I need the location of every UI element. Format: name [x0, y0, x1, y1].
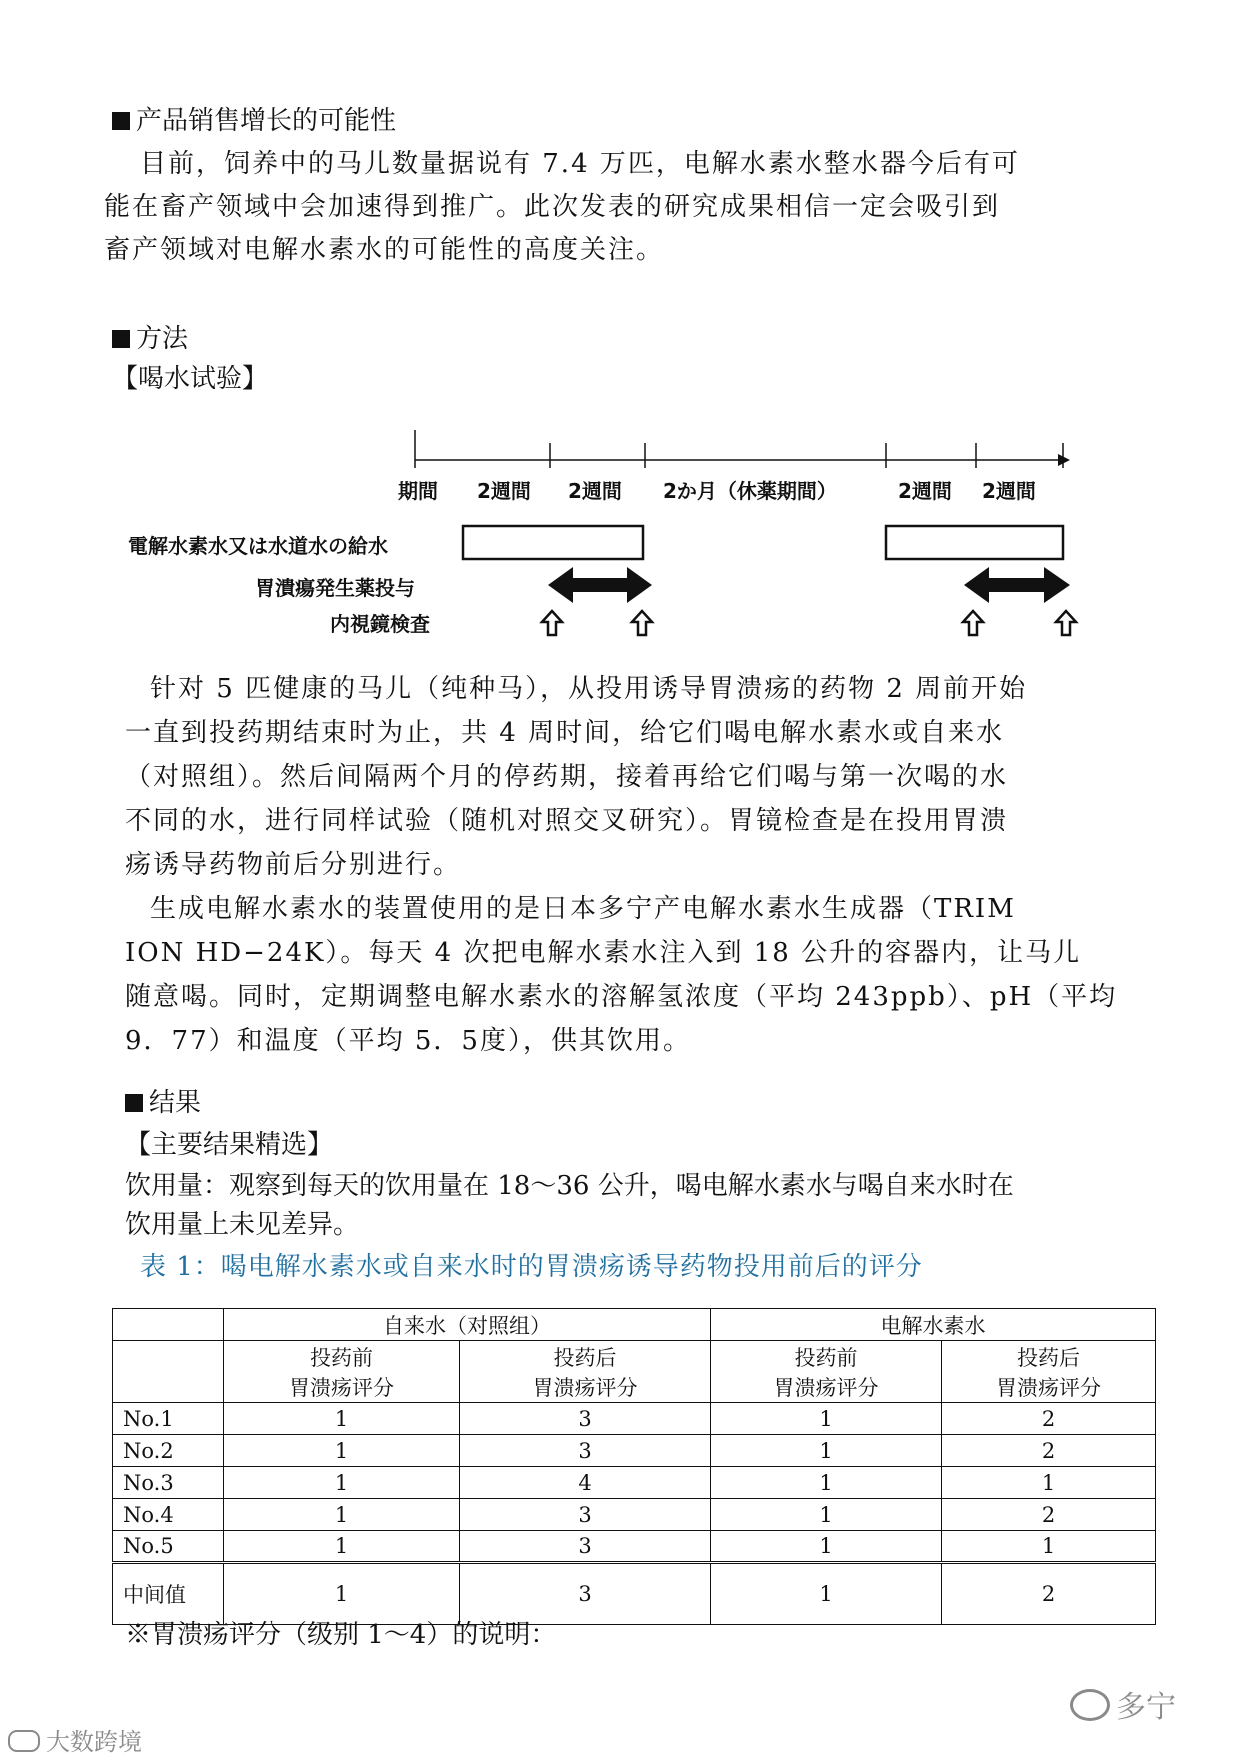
- table-cell: 3: [460, 1563, 711, 1625]
- subheader-after: [460, 1341, 711, 1403]
- paragraph-line: 随意喝。同时，定期调整电解水素水的溶解氢浓度（平均 243ppb）、pH（平均: [125, 982, 1118, 1012]
- paragraph-line: 目前，饲养中的马儿数量据说有 7.4 万匹，电解水素水整水器今后有可: [140, 149, 1020, 179]
- table-cell: 1: [224, 1499, 460, 1531]
- square-bullet-icon: [125, 1094, 143, 1112]
- table-cell: 2: [942, 1403, 1156, 1435]
- water-supply-label: 電解水素水又は水道水の給水: [128, 534, 388, 558]
- paragraph-line: 不同的水，进行同样试验（随机对照交叉研究）。胃镜检查是在投用胃溃: [125, 806, 1009, 836]
- table-cell: 1: [711, 1531, 942, 1563]
- table-cell: 1: [711, 1563, 942, 1625]
- row-label: No.1: [113, 1403, 224, 1435]
- paragraph-line: 疡诱导药物前后分别进行。: [125, 850, 462, 880]
- table-caption: 表 1：喝电解水素水或自来水时的胃溃疡诱导药物投用前后的评分: [140, 1252, 923, 1282]
- paragraph-line: 畜产领域对电解水素水的可能性的高度关注。: [104, 235, 665, 265]
- table-cell: 1: [224, 1563, 460, 1625]
- table-cell: 2: [942, 1435, 1156, 1467]
- subheading-main-results: 【主要结果精选】: [125, 1130, 334, 1160]
- water-supply-bar-1: [463, 526, 643, 559]
- table-cell: 3: [460, 1531, 711, 1563]
- subheader-line: 胃溃疡评分: [289, 1375, 394, 1400]
- endoscopy-arrow-icon: [963, 611, 983, 635]
- section-heading-sales: 产品销售增长的可能性: [112, 100, 396, 137]
- watermark-left: 大数跨境: [8, 1722, 142, 1757]
- table-cell: 3: [460, 1435, 711, 1467]
- table-row: [113, 1403, 1156, 1435]
- subheading-drinking-test: 【喝水试验】: [112, 364, 269, 394]
- table-cell: 1: [942, 1467, 1156, 1499]
- table-cell: 2: [942, 1499, 1156, 1531]
- table-cell: 1: [711, 1403, 942, 1435]
- endoscopy-arrow-icon: [632, 611, 652, 635]
- row-label: No.2: [113, 1435, 224, 1467]
- brand-logo-icon: [8, 1730, 40, 1752]
- table-cell: 1: [224, 1531, 460, 1563]
- paragraph-line: 生成电解水素水的装置使用的是日本多宁产电解水素水生成器（TRIM: [150, 894, 1016, 924]
- subheader-line: 胃溃疡评分: [532, 1375, 638, 1400]
- paragraph-line: ION HD−24K）。每天 4 次把电解水素水注入到 18 公升的容器内，让马儿: [125, 938, 1082, 968]
- period-cell: 2週間: [568, 479, 622, 503]
- period-label: 期間: [398, 479, 438, 503]
- table-cell: 1: [711, 1467, 942, 1499]
- subheader-after: [942, 1341, 1156, 1403]
- subheader-line: 胃溃疡评分: [773, 1375, 879, 1400]
- subheader-line: 投药后: [553, 1345, 617, 1370]
- table-cell: 1: [224, 1467, 460, 1499]
- paragraph-line: 饮用量：观察到每天的饮用量在 18～36 公升，喝电解水素水与喝自来水时在: [125, 1171, 1014, 1201]
- paragraph-line: 一直到投药期结束时为止，共 4 周时间，给它们喝电解水素水或自来水: [125, 718, 1005, 748]
- paragraph-line: 针对 5 匹健康的马儿（纯种马），从投用诱导胃溃疡的药物 2 周前开始: [150, 674, 1028, 704]
- table-cell: 1: [224, 1403, 460, 1435]
- row-label: 中间值: [113, 1563, 224, 1625]
- paragraph-line: 能在畜产领域中会加速得到推广。此次发表的研究成果相信一定会吸引到: [104, 192, 1001, 222]
- subheader-line: 胃溃疡评分: [996, 1375, 1101, 1400]
- paragraph-line: （对照组）。然后间隔两个月的停药期，接着再给它们喝与第一次喝的水: [125, 762, 1009, 792]
- table-cell: 4: [460, 1467, 711, 1499]
- section-heading-results: 结果: [125, 1082, 201, 1119]
- subheader-line: 投药前: [310, 1345, 373, 1370]
- subheader-line: 投药后: [1017, 1345, 1080, 1370]
- endoscopy-arrow-icon: [542, 611, 562, 635]
- table-subheader-row: [113, 1341, 1156, 1403]
- footnote: ※胃溃疡评分（级别 1～4）的说明：: [125, 1620, 557, 1650]
- section-heading-method: 方法: [112, 318, 188, 355]
- protocol-diagram: [0, 0, 1242, 660]
- paragraph-line: 饮用量上未见差异。: [125, 1210, 360, 1240]
- table-cell: 1: [711, 1435, 942, 1467]
- table-row: [113, 1499, 1156, 1531]
- table-row: [113, 1435, 1156, 1467]
- results-table: [112, 1308, 1156, 1625]
- drug-admin-label: 胃潰瘍発生薬投与: [255, 576, 415, 600]
- table-row: [113, 1467, 1156, 1499]
- wechat-icon: [1070, 1689, 1110, 1721]
- period-cell: 2週間: [477, 479, 531, 503]
- water-supply-bar-2: [886, 526, 1063, 559]
- timeline-arrow-icon: [1058, 454, 1070, 466]
- subheader-before: [711, 1341, 942, 1403]
- table-cell: 1: [942, 1531, 1156, 1563]
- subheader-line: 投药前: [794, 1345, 858, 1370]
- group-header-hydrogen-water: 电解水素水: [711, 1309, 1156, 1341]
- table-cell: 1: [224, 1435, 460, 1467]
- endoscopy-arrow-icon: [1056, 611, 1076, 635]
- endoscopy-label: 内視鏡検査: [330, 612, 430, 636]
- drug-period-arrow-icon: [548, 567, 652, 603]
- row-label: No.5: [113, 1531, 224, 1563]
- table-cell: 3: [460, 1403, 711, 1435]
- group-header-tapwater: 自来水（对照组）: [224, 1309, 711, 1341]
- row-label: No.3: [113, 1467, 224, 1499]
- table-corner-cell: [113, 1309, 224, 1341]
- subheader-before: [224, 1341, 460, 1403]
- paragraph-line: 9．77）和温度（平均 5．5度），供其饮用。: [125, 1026, 691, 1056]
- table-row: [113, 1531, 1156, 1563]
- watermark-right: 多宁: [1070, 1682, 1176, 1726]
- table-cell: 2: [942, 1563, 1156, 1625]
- period-cell: 2か月（休薬期間）: [663, 479, 837, 503]
- row-label: No.4: [113, 1499, 224, 1531]
- drug-period-arrow-icon: [964, 567, 1070, 603]
- table-corner-cell: [113, 1341, 224, 1403]
- table-cell: 3: [460, 1499, 711, 1531]
- period-cell: 2週間: [982, 479, 1036, 503]
- period-cell: 2週間: [898, 479, 952, 503]
- table-cell: 1: [711, 1499, 942, 1531]
- table-header-row: [113, 1309, 1156, 1341]
